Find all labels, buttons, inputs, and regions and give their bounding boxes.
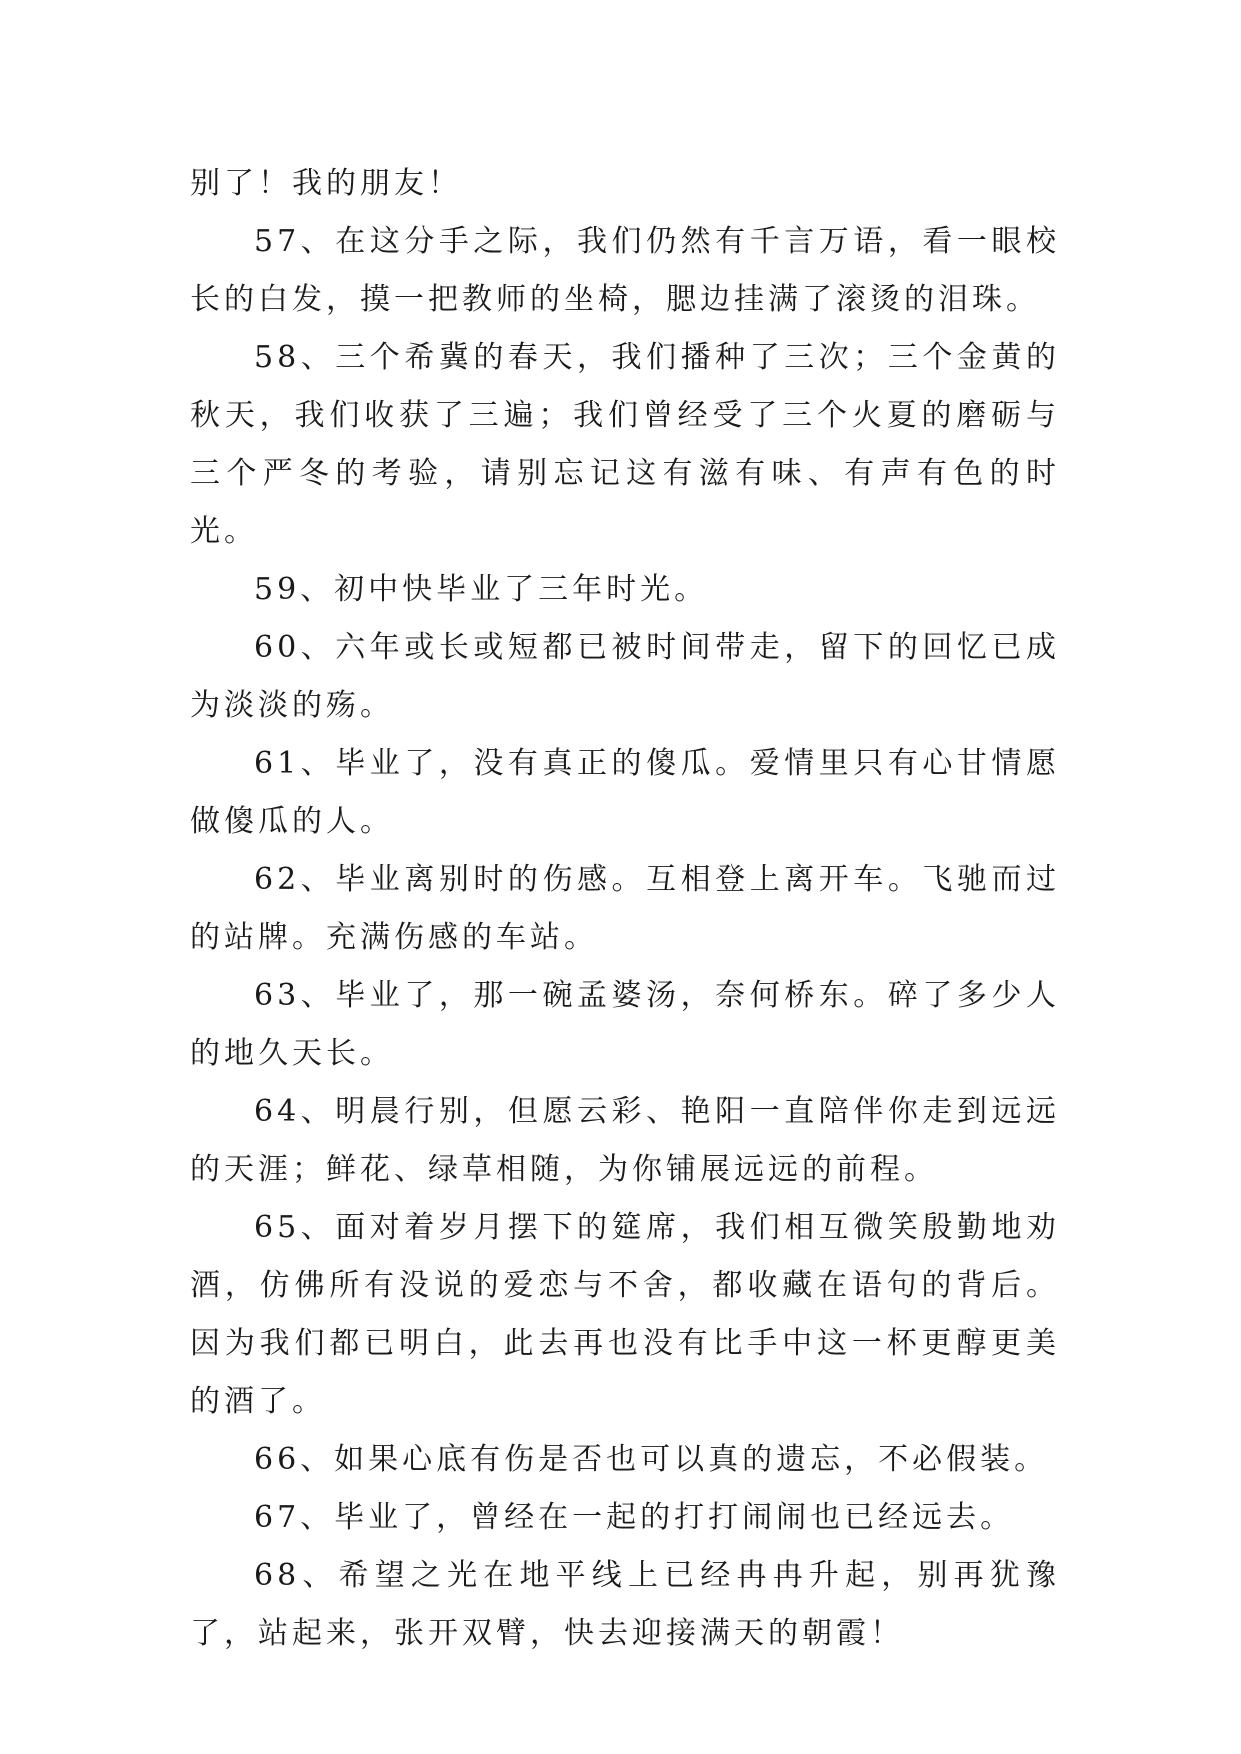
paragraph-60: 60、六年或长或短都已被时间带走，留下的回忆已成为淡淡的殇。 xyxy=(190,630,1060,723)
paragraph-65: 65、面对着岁月摆下的筵席，我们相互微笑殷勤地劝酒，仿佛所有没说的爱恋与不舍，都收藏在语句的背后。因为我们都已明白，此去再也没有比手中这一杯更醇更美的酒了。 xyxy=(190,1210,1060,1419)
paragraph-67: 67、毕业了，曾经在一起的打打闹闹也已经远去。 xyxy=(254,1500,1015,1535)
paragraph-57: 57、在这分手之际，我们仍然有千言万语，看一眼校长的白发，摸一把教师的坐椅，腮边挂满了滚烫的泪珠。 xyxy=(190,224,1060,317)
paragraph-64: 64、明晨行别，但愿云彩、艳阳一直陪伴你走到远远的天涯；鲜花、绿草相随，为你铺展远远的前程。 xyxy=(190,1094,1060,1187)
paragraph-68: 68、希望之光在地平线上已经冉冉升起，别再犹豫了，站起来，张开双臂，快去迎接满天的朝霞！ xyxy=(190,1558,1060,1651)
paragraph-63: 63、毕业了，那一碗孟婆汤，奈何桥东。碎了多少人的地久天长。 xyxy=(190,978,1060,1071)
paragraph-58: 58、三个希冀的春天，我们播种了三次；三个金黄的秋天，我们收获了三遍；我们曾经受了三个火夏的磨砺与三个严冬的考验，请别忘记这有滋有味、有声有色的时光。 xyxy=(190,340,1060,549)
paragraph-66: 66、如果心底有伤是否也可以真的遗忘，不必假装。 xyxy=(254,1442,1049,1477)
paragraph-62: 62、毕业离别时的伤感。互相登上离开车。飞驰而过的站牌。充满伤感的车站。 xyxy=(190,862,1060,955)
document-body xyxy=(190,155,1060,1663)
paragraph-59: 59、初中快毕业了三年时光。 xyxy=(254,572,709,607)
paragraph-farewell: 别了！我的朋友！ xyxy=(190,166,462,201)
paragraph-61: 61、毕业了，没有真正的傻瓜。爱情里只有心甘情愿做傻瓜的人。 xyxy=(190,746,1060,839)
